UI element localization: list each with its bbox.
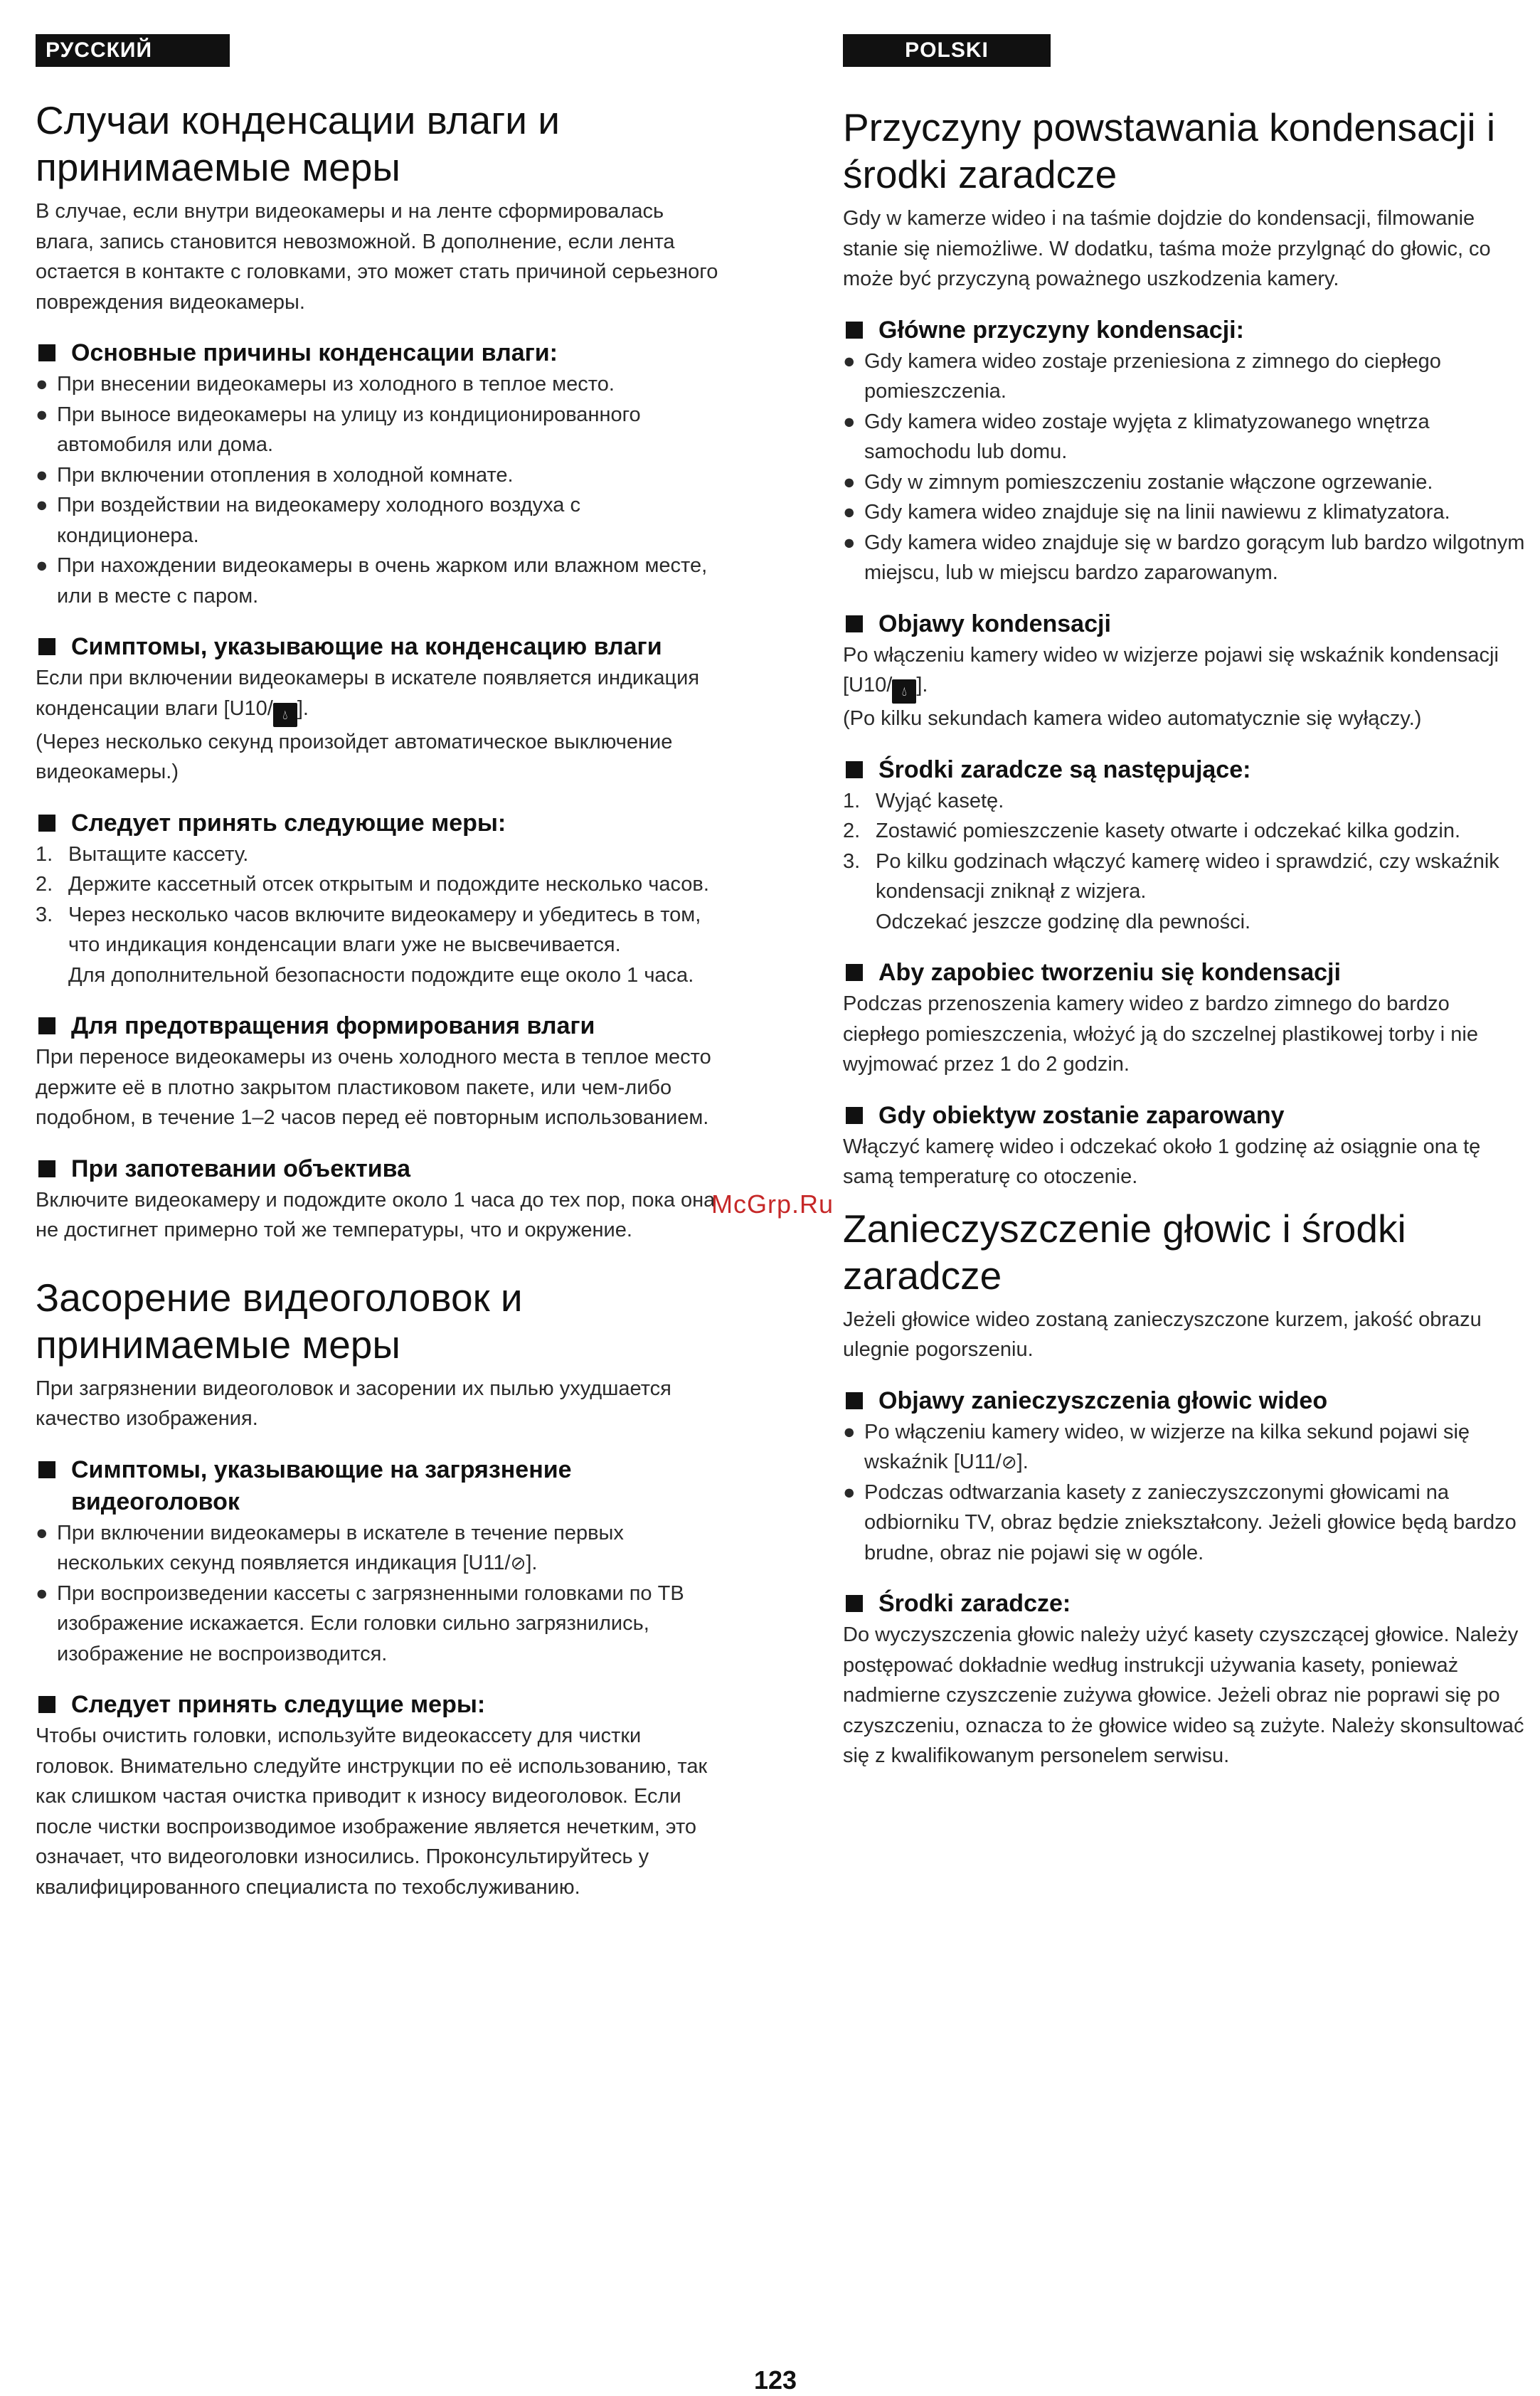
condensation-intro: В случае, если внутри видеокамеры и на ленте сформировалась влага, запись становится невозможной. В дополнение, если лента остается в контакте с головками, это может стать причиной серьезного повреждения видеокамеры. [36, 200, 718, 314]
list-item: ● Po włączeniu kamery wideo, w wizjerze na kilka sekund pojawi się wskaźnik [U11/⊘]. [843, 1420, 1470, 1473]
causes-list [36, 369, 718, 611]
list-item: ● Gdy kamera wideo znajduje się w bardzo gorącym lub bardzo wilgotnym miejscu, lub w miejscu bardzo zaparowanym. [843, 531, 1525, 584]
heading-causes: Główne przyczyny kondensacji: [843, 314, 1526, 346]
heading-symptoms: Симптомы, указывающие на конденсацию влаги [36, 631, 718, 663]
page-number: 123 [754, 2365, 797, 2395]
list-item: 1. Вытащите кассету. [36, 842, 249, 866]
list-item: ● Gdy w zimnym pomieszczeniu zostanie włączone ogrzewanie. [843, 470, 1433, 494]
symptoms-text: Если при включении видеокамеры в искателе появляется индикация конденсации влаги [U10/ 💧︎ ]. [36, 663, 718, 727]
heading-dirty-symptoms: Симптомы, указывающие на загрязнение видеоголовок [36, 1454, 718, 1518]
measures-note: Odczekać jeszcze godzinę dla pewności. [876, 910, 1251, 933]
symptoms-text: Po włączeniu kamery wideo w wizjerze pojawi się wskaźnik kondensacji [U10/ 💧︎ ]. [843, 640, 1526, 704]
heading-measures: Следует принять следующие меры: [36, 807, 718, 839]
list-item: ● Gdy kamera wideo znajduje się na linii nawiewu z klimatyzatora. [843, 501, 1450, 524]
list-item: ● При нахождении видеокамеры в очень жарком или влажном месте, или в месте с паром. [36, 554, 708, 608]
square-bullet-icon [846, 761, 863, 778]
list-item: 1. Wyjąć kasetę. [843, 789, 1004, 812]
list-item: 3. Po kilku godzinach włączyć kamerę wideo i sprawdzić, czy wskaźnik kondensacji zniknął z wizjera. Odczekać jeszcze godzinę dla pewności. [843, 849, 1499, 933]
heading-prevent: Для предотвращения формирования влаги [36, 1010, 718, 1042]
condensation-intro: Gdy w kamerze wideo i na taśmie dojdzie do kondensacji, filmowanie stanie się niemożliwe. W dodatku, taśma może przylgnąć do głowic, co może być przyczyną poważnego uszkodzenia kamery. [843, 207, 1491, 290]
symptoms-note: (Через несколько секунд произойдет автоматическое выключение видеокамеры.) [36, 730, 673, 783]
heading-dirty-symptoms: Objawy zanieczyszczenia głowic wideo [843, 1385, 1526, 1417]
heading-prevent: Aby zapobiec tworzeniu się kondensacji [843, 957, 1526, 989]
lens-text: Włączyć kamerę wideo i odczekać około 1 godzinę aż osiągnie ona tę samą temperaturę co otoczenie. [843, 1135, 1481, 1188]
list-item: ● Podczas odtwarzania kasety z zanieczyszczonymi głowicami na odbiorniku TV, obraz będzie zniekształcony. Jeżeli głowice będą bardzo brudne, obraz nie pojawi się w ogóle. [843, 1480, 1517, 1564]
list-item: ● При включении отопления в холодной комнате. [36, 463, 514, 487]
language-tab-polish: POLSKI [843, 34, 1051, 67]
square-bullet-icon [38, 344, 55, 361]
list-item: 2. Zostawić pomieszczenie kasety otwarte i odczekać kilka godzin. [843, 820, 1461, 842]
square-bullet-icon [846, 1595, 863, 1612]
list-item: ● При включении видеокамеры в искателе в течение первых нескольких секунд появляется индикация [U11/⊘]. [36, 1521, 624, 1574]
fix-text: Do wyczyszczenia głowic należy użyć kasety czyszczącej głowice. Należy postępować dokładnie według instrukcji używania kasety, ponieważ nadmierne czyszczenie zużywa głowice. Jeżeli obraz nie poprawi się po czyszczeniu, oznacza to że głowice wideo są zużyte. Należy skonsultować się z kwalifikowanym personelem serwisu. [843, 1623, 1524, 1767]
watermark: McGrp.Ru [711, 1189, 834, 1219]
prevent-text: При переносе видеокамеры из очень холодного места в теплое место держите её в плотно закрытом пластиковом пакете, или чем-либо подобном, в течение 1–2 часов перед её повторным использованием. [36, 1046, 711, 1129]
section-title-condensation: Przyczyny powstawania kondensacji i środki zaradcze [843, 105, 1496, 196]
water-drop-icon: 💧︎ [892, 679, 916, 704]
heads-intro: Jeżeli głowice wideo zostaną zanieczyszczone kurzem, jakość obrazu ulegnie pogorszeniu. [843, 1308, 1482, 1361]
heading-fix: Следует принять следущие меры: [36, 1689, 718, 1721]
square-bullet-icon [38, 815, 55, 832]
dirty-head-icon: ⊘ [510, 1552, 526, 1574]
section-title-heads: Zanieczyszczenie głowic i środki zaradcze [843, 1206, 1406, 1298]
square-bullet-icon [846, 615, 863, 632]
list-item: 2. Держите кассетный отсек открытым и подождите несколько часов. [36, 873, 709, 896]
water-drop-icon: 💧︎ [273, 703, 297, 727]
section-title-heads: Засорение видеоголовок и принимаемые меры [36, 1275, 523, 1367]
symptoms-note: (Po kilku sekundach kamera wideo automatycznie się wyłączy.) [843, 707, 1422, 730]
square-bullet-icon [846, 322, 863, 339]
square-bullet-icon [38, 638, 55, 655]
dirty-head-icon: ⊘ [1001, 1451, 1017, 1473]
heading-causes: Основные причины конденсации влаги: [36, 337, 718, 369]
fix-text: Чтобы очистить головки, используйте видеокассету для чистки головок. Внимательно следуйте инструкции по её использованию, так как слишком частая очистка приводит к износу видеоголовок. Если после чистки воспроизводимое изображение является нечетким, это означает, что видеоголовки износились. Проконсультируйтесь у квалифицированного специалиста по техобслуживанию. [36, 1724, 708, 1899]
list-item: 3. Через несколько часов включите видеокамеру и убедитесь в том, что индикация конденсации влаги уже не высвечивается. Для дополнительной безопасности подождите еще около 1 часа. [36, 903, 701, 987]
russian-column [36, 34, 718, 1902]
list-item: ● Gdy kamera wideo zostaje przeniesiona z zimnego do ciepłego pomieszczenia. [843, 349, 1441, 403]
heading-lens: Gdy obiektyw zostanie zaparowany [843, 1100, 1526, 1132]
measures-list [36, 839, 718, 991]
polish-column [843, 34, 1526, 1771]
heading-symptoms: Objawy kondensacji [843, 608, 1526, 640]
language-tab-russian: РУССКИЙ ЯЗЫК [36, 34, 230, 67]
heading-fix: Środki zaradcze: [843, 1588, 1526, 1620]
list-item: ● При воздействии на видеокамеру холодного воздуха с кондиционера. [36, 494, 580, 547]
list-item: ● При выносе видеокамеры на улицу из кондиционированного автомобиля или дома. [36, 403, 641, 456]
lens-text: Включите видеокамеру и подождите около 1 часа до тех пор, пока она не достигнет примерно той же температуры, что и окружение. [36, 1188, 716, 1241]
list-item: ● При внесении видеокамеры из холодного в теплое место. [36, 373, 615, 396]
dirty-symptoms-list [843, 1417, 1526, 1569]
heads-intro: При загрязнении видеоголовок и засорении их пылью ухудшается качество изображения. [36, 1377, 671, 1430]
square-bullet-icon [38, 1160, 55, 1177]
square-bullet-icon [38, 1017, 55, 1034]
square-bullet-icon [38, 1461, 55, 1478]
section-title-condensation: Случаи конденсации влаги и принимаемые меры [36, 98, 560, 189]
heading-lens: При запотевании объектива [36, 1153, 718, 1185]
dirty-symptoms-list [36, 1518, 718, 1670]
square-bullet-icon [846, 1107, 863, 1124]
heading-measures: Środki zaradcze są następujące: [843, 754, 1526, 786]
square-bullet-icon [846, 964, 863, 981]
list-item: ● Gdy kamera wideo zostaje wyjęta z klimatyzowanego wnętrza samochodu lub domu. [843, 410, 1430, 463]
prevent-text: Podczas przenoszenia kamery wideo z bardzo zimnego do bardzo ciepłego pomieszczenia, włożyć ją do szczelnej plastikowej torby i nie wyjmować przez 1 do 2 godzin. [843, 992, 1478, 1076]
square-bullet-icon [846, 1392, 863, 1409]
measures-note: Для дополнительной безопасности подождите еще около 1 часа. [68, 963, 694, 987]
square-bullet-icon [38, 1696, 55, 1713]
measures-list [843, 786, 1526, 938]
causes-list [843, 346, 1526, 588]
list-item: ● При воспроизведении кассеты с загрязненными головками по ТВ изображение искажается. Если головки сильно загрязнились, изображение не воспроизводится. [36, 1581, 684, 1665]
